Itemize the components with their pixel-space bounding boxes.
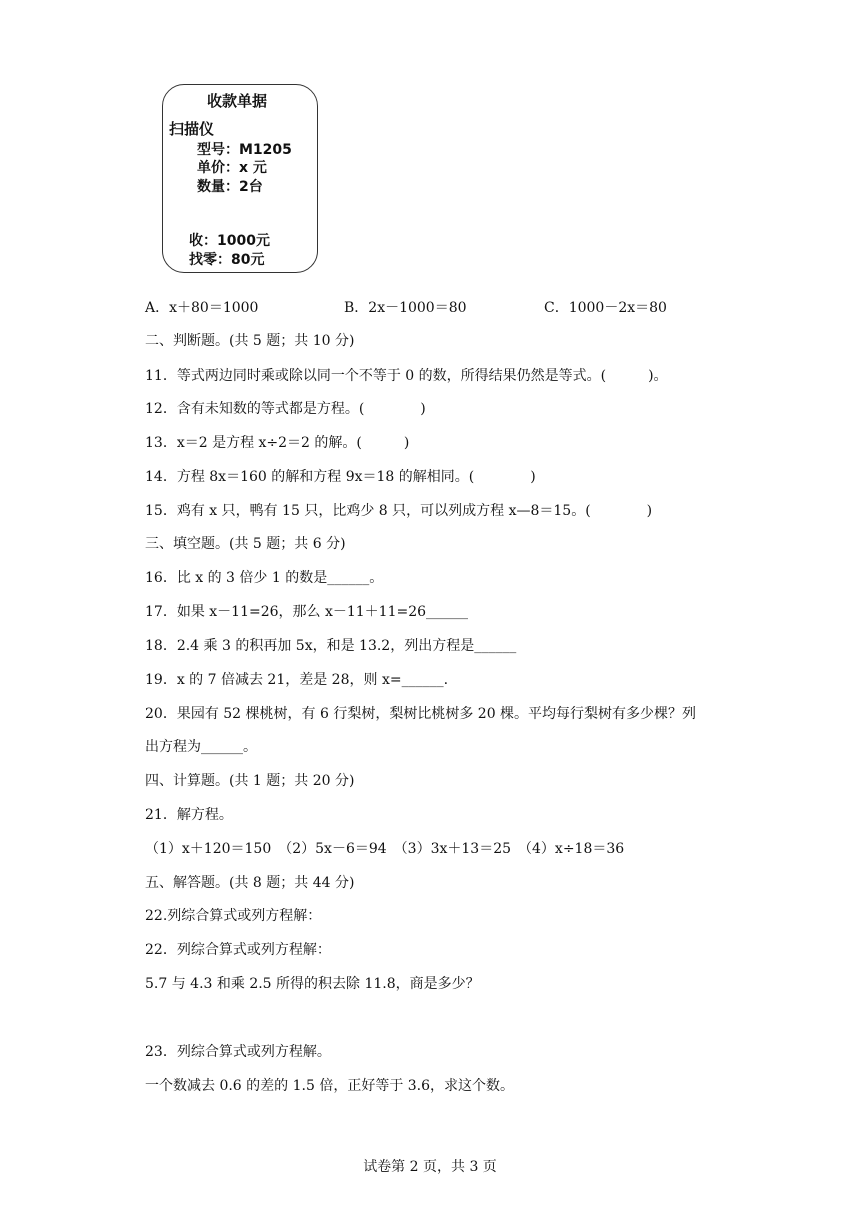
question-23-header: 23．列综合算式或列方程解。 [145, 1044, 331, 1060]
option-a: A．x＋80＝1000 [145, 300, 259, 316]
receipt-title: 收款单据 [207, 92, 268, 110]
receipt-received: 收：1000元 [189, 233, 270, 249]
question-18: 18．2.4 乘 3 的积再加 5x，和是 13.2，列出方程是______ [145, 638, 517, 654]
option-b: B．2x－1000＝80 [344, 300, 467, 316]
question-21: 21．解方程。 [145, 807, 233, 823]
question-21-equations: （1）x＋120＝150 （2）5x－6＝94 （3）3x＋13＝25 （4）x÷18＝36 [145, 841, 625, 857]
receipt-price: 单价：x 元 [197, 160, 267, 176]
receipt-card [162, 84, 318, 273]
question-12: 12．含有未知数的等式都是方程。( ) [145, 401, 426, 417]
section-judge-heading: 二、判断题。(共 5 题；共 10 分) [145, 333, 355, 349]
question-11: 11．等式两边同时乘或除以同一个不等于 0 的数，所得结果仍然是等式。( )。 [145, 368, 668, 384]
question-16: 16．比 x 的 3 倍少 1 的数是______。 [145, 570, 384, 586]
question-20-continued: 出方程为______。 [145, 739, 257, 755]
question-14: 14．方程 8x＝160 的解和方程 9x＝18 的解相同。( ) [145, 469, 536, 485]
section-calc-heading: 四、计算题。(共 1 题；共 20 分) [145, 773, 355, 789]
question-22-header-b: 22．列综合算式或列方程解： [145, 942, 331, 958]
page-footer: 试卷第 2 页，共 3 页 [363, 1159, 497, 1175]
question-22-header-a: 22.列综合算式或列方程解： [145, 908, 322, 924]
receipt-change: 找零：80元 [189, 252, 265, 268]
question-23-body: 一个数减去 0.6 的差的 1.5 倍，正好等于 3.6，求这个数。 [145, 1078, 515, 1094]
receipt-item: 扫描仪 [169, 120, 215, 138]
receipt-model: 型号：M1205 [197, 142, 292, 158]
section-fill-heading: 三、填空题。(共 5 题；共 6 分) [145, 536, 346, 552]
question-17: 17．如果 x－11=26，那么 x－11＋11=26______ [145, 604, 469, 620]
option-c: C．1000－2x＝80 [544, 300, 667, 316]
question-19: 19．x 的 7 倍减去 21，差是 28，则 x=______. [145, 672, 449, 688]
question-15: 15．鸡有 x 只，鸭有 15 只，比鸡少 8 只，可以列成方程 x—8＝15。( ) [145, 503, 653, 519]
receipt-quantity: 数量：2台 [197, 179, 263, 195]
question-20: 20．果园有 52 棵桃树，有 6 行梨树，梨树比桃树多 20 棵。平均每行梨树有多少棵？列 [145, 706, 697, 722]
question-22-body: 5.7 与 4.3 和乘 2.5 所得的积去除 11.8，商是多少？ [145, 976, 480, 992]
section-solve-heading: 五、解答题。(共 8 题；共 44 分) [145, 875, 355, 891]
question-13: 13．x＝2 是方程 x÷2＝2 的解。( ) [145, 435, 410, 451]
